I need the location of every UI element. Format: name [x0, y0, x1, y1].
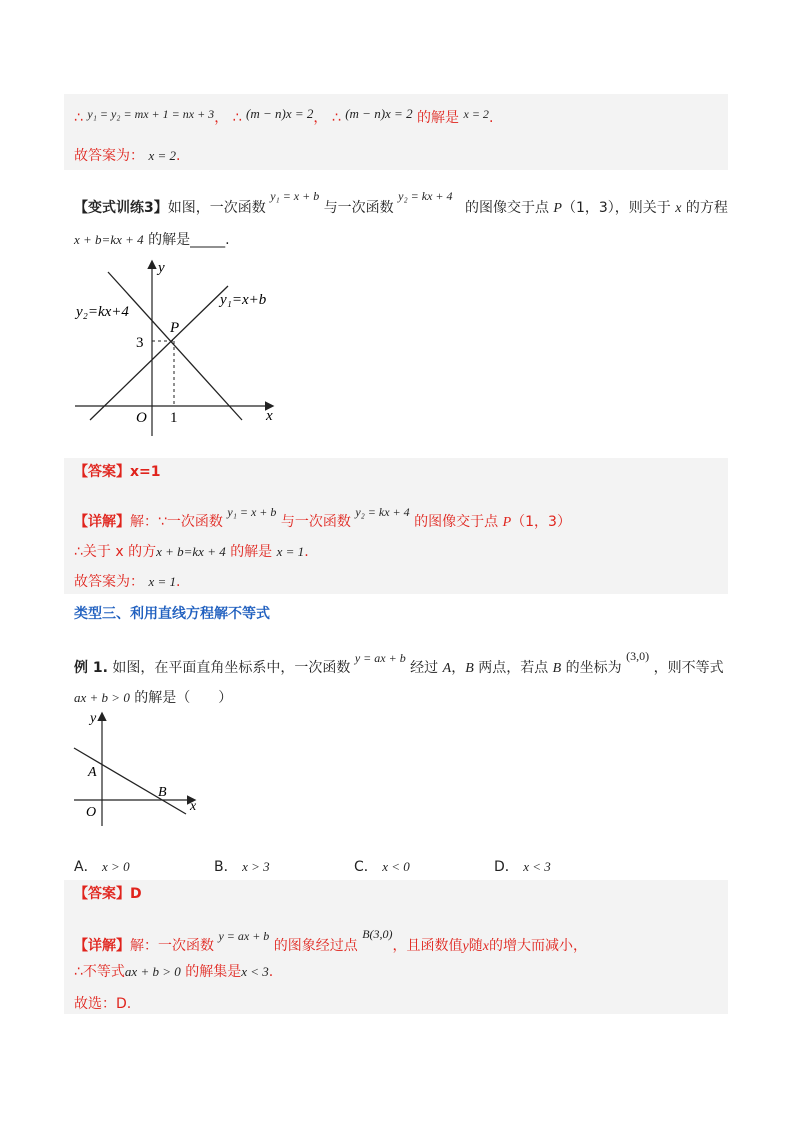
- formula: y₁ = x + b: [270, 189, 320, 203]
- text: ∴关于 x 的方: [74, 544, 157, 560]
- choice-expr: x > 0: [102, 859, 130, 874]
- choice-d: [494, 856, 551, 876]
- choice-a: [74, 856, 130, 876]
- answer-line: [74, 884, 142, 904]
- formula: (m − n)x = 2: [345, 106, 413, 121]
- text: 的解是: [148, 232, 191, 248]
- point-label: A: [442, 661, 452, 676]
- example-dot: .: [102, 660, 108, 676]
- formula: y₁ = x + b: [227, 505, 277, 519]
- period: .: [268, 964, 274, 980]
- equation: x + b=kx + 4: [74, 232, 144, 247]
- answer-blank: _____: [190, 232, 226, 248]
- answer-value: x=1: [130, 464, 161, 480]
- formula: x = 1: [276, 544, 305, 559]
- text: ，则不等式: [653, 660, 724, 676]
- x-axis-label: x: [190, 799, 197, 814]
- block1-line2: [74, 146, 180, 166]
- formula: x = 1: [148, 574, 176, 589]
- answer-label: 【答案】: [74, 886, 130, 902]
- choice-letter: B．: [214, 859, 238, 875]
- formula: y = ax + b: [354, 651, 406, 665]
- graph-1: [60, 256, 290, 446]
- text: 的解是: [230, 544, 273, 560]
- text: 的图像交于点: [464, 200, 549, 216]
- period: .: [176, 574, 181, 590]
- origin-label: O: [136, 410, 147, 426]
- variable: y: [462, 939, 469, 954]
- point: B(3,0): [362, 927, 393, 941]
- detail-label: 【详解】: [74, 938, 130, 954]
- text: 故答案为：: [74, 148, 144, 164]
- text: ，则关于: [614, 200, 671, 216]
- point-a-label: A: [88, 765, 97, 780]
- choice-letter: A．: [74, 859, 98, 875]
- text: 的解是: [417, 110, 460, 126]
- origin-label: O: [86, 805, 97, 820]
- coordinate: （1，3）: [511, 514, 571, 530]
- text: 故答案为：: [74, 574, 144, 590]
- answer-label: 【答案】: [74, 464, 130, 480]
- formula: (m − n)x = 2: [246, 106, 314, 121]
- formula: y = ax + b: [218, 929, 270, 943]
- separator: ，: [313, 110, 328, 126]
- line-y2-label: y₂=kx+4: [76, 304, 129, 320]
- variable: x: [482, 939, 489, 954]
- detail-line-2: [74, 962, 273, 982]
- text: 的解是（ ）: [134, 690, 233, 706]
- text: 的增大而减小，: [488, 938, 587, 954]
- point-b-label: B: [158, 785, 167, 800]
- point-p-label: P: [170, 320, 180, 336]
- therefore-symbol: ∴: [331, 110, 341, 126]
- variant-label: 【变式训练3】: [74, 200, 168, 216]
- choice-letter: D．: [494, 859, 519, 875]
- text: 的方程: [685, 200, 728, 216]
- text: 与一次函数: [280, 514, 351, 530]
- period: .: [176, 148, 181, 164]
- text: 与一次函数: [323, 200, 394, 216]
- period: .: [304, 544, 309, 560]
- text: ∴不等式: [74, 964, 125, 980]
- text: 经过: [410, 660, 439, 676]
- formula: y₂ = kx + 4: [355, 505, 410, 519]
- text: 如图，一次函数: [167, 200, 266, 216]
- example-label: 例 1: [74, 660, 103, 676]
- section-title: 类型三、利用直线方程解不等式: [74, 606, 270, 622]
- variant-question-line1: [74, 186, 728, 219]
- y-axis-label: y: [90, 711, 97, 726]
- choice-expr: x > 3: [242, 859, 270, 874]
- detail-line: [74, 502, 571, 533]
- choice-c: [354, 856, 410, 876]
- y-axis-label: y: [158, 260, 165, 276]
- answer-line: [74, 462, 161, 482]
- text: 的坐标为: [565, 660, 622, 676]
- answer-value: D: [130, 886, 142, 902]
- point-label: B: [465, 661, 474, 676]
- formula: y₂ = kx + 4: [398, 189, 453, 203]
- period: .: [488, 110, 494, 126]
- choice-expr: x < 0: [382, 859, 410, 874]
- point-label: P: [553, 201, 562, 216]
- text: 的图像交于点: [414, 514, 499, 530]
- equation: x + b=kx + 4: [156, 544, 226, 559]
- text: 随: [468, 938, 483, 954]
- tick-x-1: 1: [170, 410, 178, 426]
- choice-b: [214, 856, 270, 876]
- variable: x: [675, 201, 682, 216]
- block1-line1: [74, 104, 493, 128]
- variant-question-line2: [74, 230, 230, 250]
- text: 解：一次函数: [130, 938, 214, 954]
- formula: y₁ = y₂ = mx + 1 = nx + 3: [87, 107, 215, 121]
- example-line2: [74, 688, 232, 708]
- graph-2: [66, 708, 216, 832]
- separator: ，: [214, 110, 229, 126]
- tick-y-3: 3: [136, 335, 144, 351]
- point-label: B: [552, 661, 562, 676]
- text: ，且函数值: [392, 938, 463, 954]
- formula: x < 3: [241, 964, 269, 979]
- x-axis-label: x: [266, 408, 273, 424]
- choice-letter: C．: [354, 859, 378, 875]
- inequality: ax + b > 0: [124, 964, 181, 979]
- detail-line-3: [74, 572, 180, 592]
- point-label: P: [502, 515, 512, 530]
- text: 解：∵一次函数: [130, 514, 223, 530]
- example-line1: [74, 646, 724, 679]
- detail-line-2: [74, 542, 309, 562]
- detail-line: [74, 924, 587, 957]
- comma: ，: [451, 660, 466, 676]
- text: 两点，若点: [478, 660, 549, 676]
- line-y1-label: y₁=x+b: [220, 292, 267, 308]
- text: 如图，在平面直角坐标系中，一次函数: [112, 660, 351, 676]
- detail-label: 【详解】: [74, 514, 130, 530]
- period: .: [225, 232, 230, 248]
- inequality: ax + b > 0: [74, 690, 130, 705]
- text: 的图象经过点: [273, 938, 358, 954]
- detail-line-3: [74, 994, 131, 1014]
- text: 的解集是: [185, 964, 242, 980]
- formula: x = 2: [148, 148, 176, 163]
- therefore-symbol: ∴: [74, 110, 83, 126]
- coordinate: (3,0): [626, 649, 650, 663]
- formula: x = 2: [463, 107, 489, 121]
- coordinate: （1，3）: [561, 200, 615, 216]
- therefore-symbol: ∴: [232, 110, 242, 126]
- text: 故选：D.: [74, 996, 132, 1012]
- choice-expr: x < 3: [523, 859, 551, 874]
